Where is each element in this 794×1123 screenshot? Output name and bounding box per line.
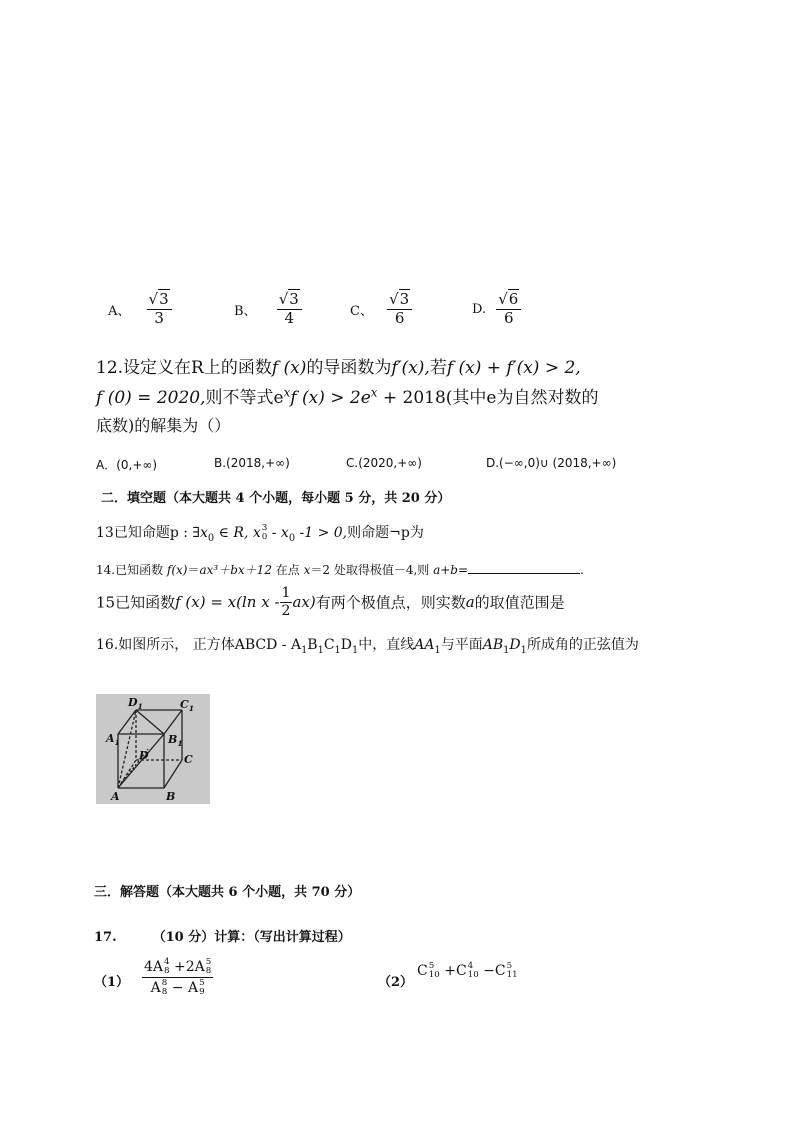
q17-expr1: 4A 4 8 +2A 5 8 A 8 8 − A 5 9 — [144, 957, 212, 998]
q11-option-c: C、 $\frac{√3}{6}$ — [350, 292, 412, 327]
label-c: C — [184, 753, 193, 766]
label-a1: $A_1$ — [106, 732, 120, 748]
label-d1: $D_1$ — [128, 696, 143, 712]
q12-option-a: A．(0,+∞) — [96, 458, 158, 472]
q12-line2: f (0) = 2020,则不等式$e^xf$ $(x) > 2e^x + 2018$(其中e为自然对数的 — [96, 385, 599, 408]
label-c1: $C_1$ — [180, 698, 195, 714]
section2-title: 二．填空题（本大题共 4 个小题，每小题 5 分，共 20 分） — [101, 491, 451, 506]
q17-part1-label: （1） — [94, 975, 130, 990]
q17-header: 17. （10 分）计算：（写出计算过程） — [94, 930, 351, 945]
section3-title: 三．解答题（本大题共 6 个小题，共 70 分） — [94, 885, 361, 900]
q11-option-d: D. $\frac{√6}{6}$ — [472, 292, 521, 327]
q16: 16.如图所示， 正方体ABCD - $A_1B_1C_1D_1$中，直线$AA_1$与平面$AB_1D_1$所成角的正弦值为 — [96, 637, 639, 656]
q17-expr2: C 5 10 +C 4 10 −C 5 11 — [417, 961, 518, 981]
q17-part2-label: （2） — [378, 975, 414, 990]
q14: 14.已知函数 f(x)＝ax³＋bx＋12 在点 x＝2 处取得极值－4,则 a+b= . — [96, 563, 584, 577]
q11-option-b: B、 $\frac{√3}{4}$ — [234, 292, 302, 327]
q13: 13已知命题p : $\exists x_0$ ∈ R, x 3 0 - $x_0$ -1 > 0,则命题¬p为 — [96, 522, 424, 544]
label-b1: $B_1$ — [168, 733, 183, 749]
label-d: D — [139, 749, 149, 762]
q14-answer-blank — [468, 573, 580, 574]
q12-line3: 底数)的解集为（） — [96, 416, 231, 435]
q12-line1: 12.设定义在R上的函数f (x)的导函数为f′(x),若f (x) + f′(x) > 2, — [96, 358, 581, 378]
q11-option-a: A、 $\frac{√3}{3}$ — [108, 292, 172, 327]
cube-figure — [96, 694, 210, 804]
label-a: A — [111, 790, 120, 803]
q12-option-b: B.(2018,+∞) — [214, 456, 290, 470]
label-b: B — [166, 790, 176, 803]
q12-option-c: C.(2020,+∞) — [346, 456, 422, 470]
q15: 15已知函数f (x) = x(ln x - $\frac{1}{2}$ ax)有两个极值点，则实数a的取值范围是 — [96, 585, 565, 619]
q12-option-d: D.(−∞,0)∪ (2018,+∞) — [486, 456, 617, 470]
